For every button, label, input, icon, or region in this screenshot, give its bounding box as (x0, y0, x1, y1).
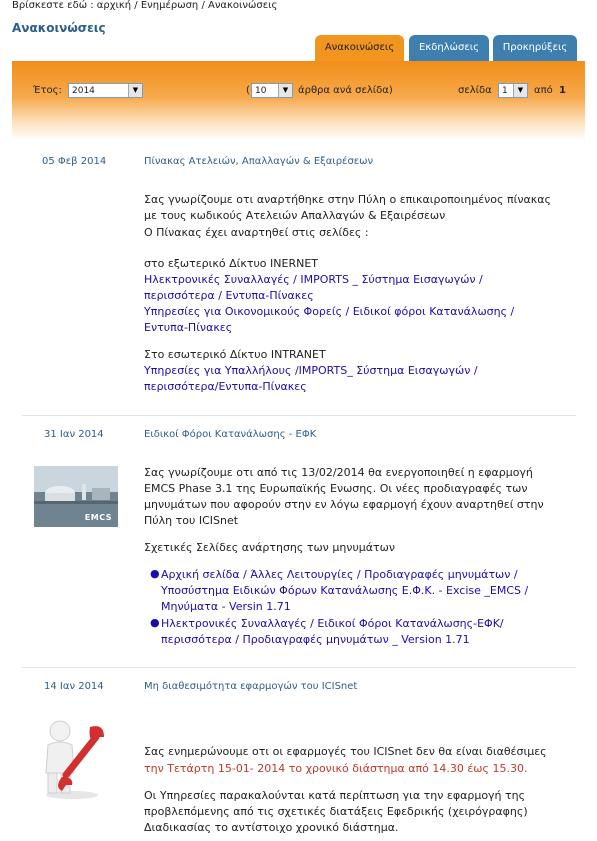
per-page-label: άρθρα ανά σελίδα) (298, 85, 393, 96)
divider (22, 415, 576, 416)
chevron-down-icon: ▼ (278, 84, 292, 97)
news-text: Σας γνωρίζουμε οτι από τις 13/02/2014 θα ενεργοποιηθεί η εφαρμογή (144, 466, 533, 479)
chevron-down-icon: ▼ (128, 84, 142, 97)
news-text: Σας ενημερώνουμε οτι οι εφαρμογές του ICISnet δεν θα είναι διαθέσιμες (144, 745, 547, 758)
bullet-icon: ● (150, 616, 160, 629)
page-title: Ανακοινώσεις (12, 21, 106, 35)
news-link[interactable]: Υποσύστημα Ειδικών Φόρων Κατανάλωσης Ε.Φ.Κ. - Excise _EMCS / (161, 584, 529, 597)
tab-announcements[interactable]: Ανακοινώσεις (315, 35, 404, 61)
news-title[interactable]: Μη διαθεσιμότητα εφαρμογών του ICISnet (144, 681, 358, 692)
page-select-value: 1 (502, 86, 508, 96)
year-label: Έτος: (33, 85, 62, 96)
filter-bar (12, 61, 585, 141)
news-link[interactable]: Εντυπα-Πίνακες (144, 321, 233, 334)
per-page-select[interactable] (251, 83, 293, 98)
news-text: με τους κωδικούς Ατελειών Απαλλαγών & Εξαιρέσεων (144, 209, 446, 222)
news-date: 05 Φεβ 2014 (42, 156, 107, 167)
news-link[interactable]: Υπηρεσίες για Υπαλλήλους /IMPORTS_ Σύστημα Εισαγωγών / (144, 364, 478, 377)
news-text: Στο εσωτερικό Δίκτυο INTRANET (144, 348, 326, 361)
tab-tenders[interactable]: Προκηρύξεις (493, 35, 577, 61)
per-page-select-value: 10 (255, 86, 267, 96)
emcs-thumbnail (34, 466, 118, 527)
news-text: EMCS Phase 3.1 της Ευρωπαϊκής Ενωσης. Οι νέες προδιαγραφές των (144, 482, 528, 495)
news-link[interactable]: Μηνύματα - Versin 1.71 (161, 600, 291, 613)
news-link[interactable]: Ηλεκτρονικές Συναλλαγές / IMPORTS _ Σύστημα Εισαγωγών / (144, 273, 483, 286)
of-label: από (534, 85, 553, 96)
tab-bar (0, 35, 597, 61)
news-text: Ο Πίνακας έχει αναρτηθεί στις σελίδες : (144, 226, 369, 239)
news-text-highlight: την Τετάρτη 15-01- 2014 το χρονικό διάστημα από 14.30 έως 15.30. (144, 762, 528, 775)
total-pages: 1 (559, 85, 566, 96)
news-link[interactable]: Αρχική σελίδα / Άλλες Λειτουργίες / Προδιαγραφές μηνυμάτων / (161, 568, 518, 581)
divider (22, 667, 576, 668)
news-text: Πύλη του ICISnet (144, 514, 239, 527)
bullet-icon: ● (150, 567, 160, 580)
emcs-label: EMCS (84, 513, 112, 522)
news-text: στο εξωτερικό Δίκτυο INERNET (144, 257, 319, 270)
year-select-value: 2014 (72, 86, 95, 96)
news-date: 31 Ιαν 2014 (44, 429, 104, 440)
page-label: σελίδα (458, 85, 492, 96)
news-link[interactable]: περισσότερα / Προδιαγραφές μηνυμάτων _ Version 1.71 (161, 633, 470, 646)
news-text: Οι Υπηρεσίες παρακαλούνται κατά περίπτωση για την εφαρμογή της (144, 789, 526, 802)
news-text: Σχετικές Σελίδες ανάρτησης των μηνυμάτων (144, 541, 396, 554)
news-title[interactable]: Ειδικοί Φόροι Κατανάλωσης - ΕΦΚ (144, 429, 317, 440)
tab-events[interactable]: Εκδηλώσεις (409, 35, 489, 61)
chevron-down-icon: ▼ (513, 84, 527, 97)
news-text: προβλεπόμενης από τις σχετικές διατάξεις Εφεδρικής (χειρόγραφης) (144, 805, 528, 818)
year-select[interactable] (68, 83, 143, 98)
news-link[interactable]: περισσότερα/Εντυπα-Πίνακες (144, 380, 307, 393)
news-title[interactable]: Πίνακας Ατελειών, Απαλλαγών & Εξαιρέσεων (144, 156, 374, 167)
news-link[interactable]: Υπηρεσίες για Οικονομικούς Φορείς / Ειδικοί φόροι Κατανάλωσης / (144, 305, 515, 318)
news-link[interactable]: Ηλεκτρονικές Συναλλαγές / Ειδικοί Φόροι Κατανάλωσης-ΕΦΚ/ (161, 617, 504, 630)
news-date: 14 Ιαν 2014 (44, 681, 104, 692)
maintenance-wrench-icon (32, 715, 112, 800)
breadcrumb: Βρίσκεστε εδώ : αρχική / Ενημέρωση / Ανακοινώσεις (12, 0, 278, 11)
news-text: μηνυμάτων που αφορούν στην εν λόγω εφαρμογή έχουν αναρτηθεί στην (144, 498, 544, 511)
per-page-open-paren: ( (246, 85, 250, 96)
news-text: Διαδικασίας το αντίστοιχο χρονικό διάστημα. (144, 821, 399, 834)
news-text: Σας γνωρίζουμε οτι αναρτήθηκε στην Πύλη ο επικαιροποιημένος πίνακας (144, 193, 551, 206)
news-link[interactable]: περισσότερα / Εντυπα-Πίνακες (144, 289, 314, 302)
page-select[interactable] (498, 83, 528, 98)
